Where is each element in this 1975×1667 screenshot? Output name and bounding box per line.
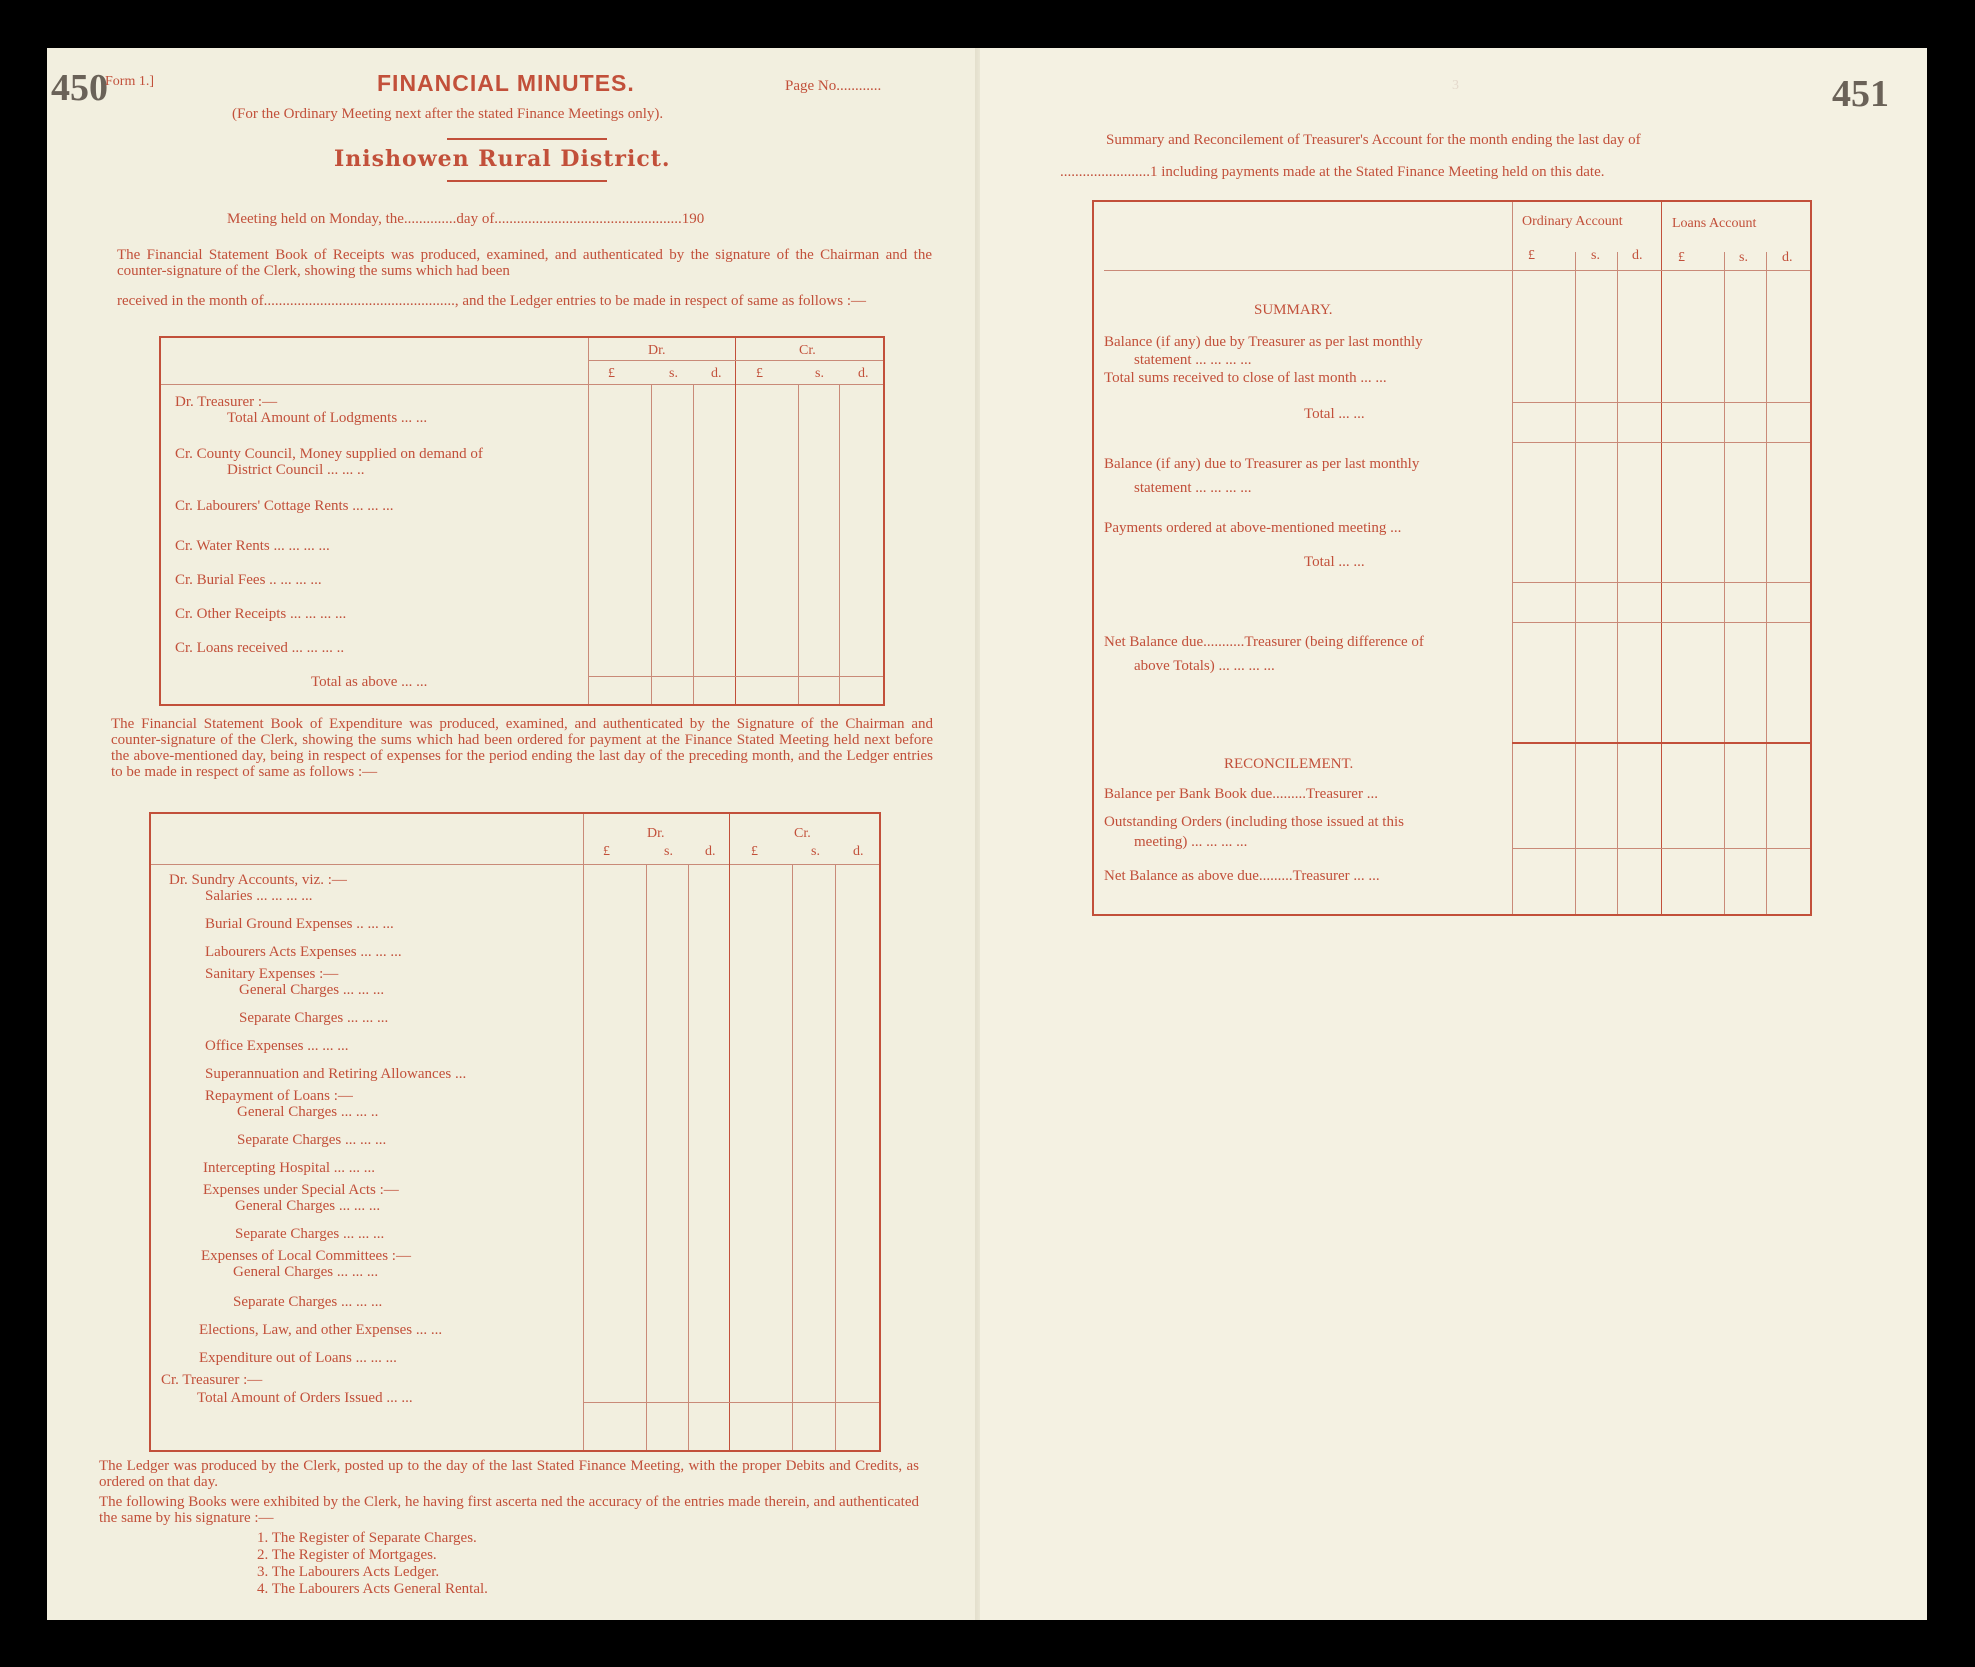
table-row: meeting) ... ... ... ...	[1134, 834, 1248, 850]
table-row: Total as above ... ...	[311, 674, 428, 690]
summary-col-pounds: £	[1528, 248, 1535, 263]
table-row: Net Balance due...........Treasurer (being difference of	[1104, 634, 1424, 650]
table-row: Total ... ...	[1304, 406, 1365, 422]
expenditure-col-pounds: £	[603, 844, 610, 859]
expenditure-dr-header: Dr.	[647, 826, 665, 841]
table-row: Separate Charges ... ... ...	[233, 1294, 383, 1310]
table-row: Cr. County Council, Money supplied on demand of	[175, 446, 483, 462]
right-page-number: 451	[1832, 73, 1889, 115]
ledger-paragraph: The Ledger was produced by the Clerk, posted up to the day of the last Stated Finance Meeting, with the proper Debits and Credits, as ordered on that day.	[99, 1458, 919, 1490]
summary-col-pence: d.	[1632, 248, 1643, 263]
table-row: Labourers Acts Expenses ... ... ...	[205, 944, 402, 960]
reconcilement-label: RECONCILEMENT.	[1224, 756, 1354, 772]
receipts-col-pence: d.	[711, 366, 722, 381]
summary-col-pence-loans: d.	[1782, 250, 1793, 265]
summary-label: SUMMARY.	[1254, 302, 1333, 318]
table-row: Elections, Law, and other Expenses ... ...	[199, 1322, 443, 1338]
expenditure-col-shillings-cr: s.	[811, 844, 820, 859]
summary-col-pounds-loans: £	[1678, 250, 1685, 265]
faint-page-mark: 3	[1452, 78, 1459, 93]
loans-account-header: Loans Account	[1672, 216, 1757, 231]
table-row: Net Balance as above due.........Treasurer ... ...	[1104, 868, 1380, 884]
receipts-paragraph: The Financial Statement Book of Receipts was produced, examined, and authenticated by the signature of the Chairman and the counter-signature of the Clerk, showing the sums which had been	[117, 247, 932, 279]
table-row: Burial Ground Expenses .. ... ...	[205, 916, 394, 932]
receipts-col-shillings: s.	[669, 366, 678, 381]
table-row: Outstanding Orders (including those issued at this	[1104, 814, 1404, 830]
page-subtitle: (For the Ordinary Meeting next after the stated Finance Meetings only).	[232, 106, 664, 122]
table-row: Sanitary Expenses :—	[205, 966, 339, 982]
table-row: statement ... ... ... ...	[1134, 480, 1252, 496]
page-title: FINANCIAL MINUTES.	[377, 70, 635, 96]
list-item: 2. The Register of Mortgages.	[257, 1547, 437, 1563]
table-row: Dr. Sundry Accounts, viz. :—	[169, 872, 347, 888]
summary-col-shillings-loans: s.	[1739, 250, 1748, 265]
table-row: Balance (if any) due by Treasurer as per last monthly	[1104, 334, 1423, 350]
table-row: Cr. Water Rents ... ... ... ...	[175, 538, 330, 554]
table-row: Separate Charges ... ... ...	[239, 1010, 389, 1026]
table-row: Repayment of Loans :—	[205, 1088, 353, 1104]
district-name: Inishowen Rural District.	[334, 146, 671, 172]
table-row: Cr. Labourers' Cottage Rents ... ... ...	[175, 498, 394, 514]
expenditure-cr-header: Cr.	[794, 826, 811, 841]
title-rule-bottom	[447, 180, 607, 182]
table-row: Balance (if any) due to Treasurer as per last monthly	[1104, 456, 1420, 472]
table-row: Cr. Other Receipts ... ... ... ...	[175, 606, 347, 622]
title-rule-top	[447, 138, 607, 140]
expenditure-col-shillings: s.	[664, 844, 673, 859]
summary-heading-2: ........................1 including payments made at the Stated Finance Meeting held on this date.	[1060, 164, 1605, 180]
table-row: Separate Charges ... ... ...	[235, 1226, 385, 1242]
table-row: General Charges ... ... ...	[235, 1198, 381, 1214]
table-row: Balance per Bank Book due.........Treasurer ...	[1104, 786, 1378, 802]
table-row: Cr. Loans received ... ... ... ..	[175, 640, 345, 656]
table-row: General Charges ... ... ...	[239, 982, 385, 998]
table-row: above Totals) ... ... ... ...	[1134, 658, 1275, 674]
page-no-label: Page No............	[785, 78, 882, 94]
expenditure-col-pence: d.	[705, 844, 716, 859]
receipts-paragraph-2: received in the month of..................................................., and the Ledger entries to be made in respect of same as follows :—	[117, 293, 866, 309]
table-row: Expenditure out of Loans ... ... ...	[199, 1350, 397, 1366]
expenditure-col-pounds-cr: £	[751, 844, 758, 859]
table-row: Total Amount of Orders Issued ... ...	[197, 1390, 413, 1406]
summary-col-shillings: s.	[1591, 248, 1600, 263]
table-row: Total Amount of Lodgments ... ...	[227, 410, 428, 426]
form-label: Form 1.]	[105, 74, 154, 89]
summary-heading: Summary and Reconcilement of Treasurer's Account for the month ending the last day of	[1106, 132, 1641, 148]
list-item: 3. The Labourers Acts Ledger.	[257, 1564, 440, 1580]
table-row: Expenses under Special Acts :—	[203, 1182, 399, 1198]
table-row: Expenses of Local Committees :—	[201, 1248, 411, 1264]
receipts-col-shillings-cr: s.	[815, 366, 824, 381]
receipts-cr-header: Cr.	[799, 343, 816, 358]
list-item: 4. The Labourers Acts General Rental.	[257, 1581, 488, 1597]
receipts-col-pence-cr: d.	[858, 366, 869, 381]
left-page-number: 450	[51, 67, 108, 109]
receipts-dr-header: Dr.	[648, 343, 666, 358]
table-row: Total ... ...	[1304, 554, 1365, 570]
books-paragraph: The following Books were exhibited by the Clerk, he having first ascerta ned the accuracy of the entries made therein, and authenticated the same by his signature :—	[99, 1494, 919, 1526]
table-row: Cr. Treasurer :—	[161, 1372, 263, 1388]
list-item: 1. The Register of Separate Charges.	[257, 1530, 477, 1546]
table-row: Separate Charges ... ... ...	[237, 1132, 387, 1148]
table-row: Cr. Burial Fees .. ... ... ...	[175, 572, 322, 588]
table-row: General Charges ... ... ..	[237, 1104, 379, 1120]
table-row: District Council ... ... ..	[227, 462, 365, 478]
left-page	[47, 48, 980, 1620]
table-row: Salaries ... ... ... ...	[205, 888, 313, 904]
ordinary-account-header: Ordinary Account	[1522, 214, 1623, 229]
expenditure-paragraph: The Financial Statement Book of Expenditure was produced, examined, and authenticated by the Signature of the Chairman and counter-signature of the Clerk, showing the sums which had been ordered for payment at the Finance Stated Meeting held next before the above-mentioned day, being in respect of expenses for the period ending the last day of the preceding month, and the Ledger entries to be made in respect of same as follows :—	[111, 716, 933, 780]
table-row: General Charges ... ... ...	[233, 1264, 379, 1280]
receipts-col-pounds: £	[608, 366, 615, 381]
table-row: statement ... ... ... ...	[1134, 352, 1252, 368]
summary-table	[1092, 200, 1812, 916]
right-page	[980, 48, 1927, 1620]
meeting-line: Meeting held on Monday, the..............day of..................................................190	[227, 211, 705, 227]
table-row: Total sums received to close of last month ... ...	[1104, 370, 1387, 386]
receipts-table	[159, 336, 885, 706]
table-row: Intercepting Hospital ... ... ...	[203, 1160, 376, 1176]
expenditure-col-pence-cr: d.	[853, 844, 864, 859]
table-row: Superannuation and Retiring Allowances ...	[205, 1066, 467, 1082]
table-row: Office Expenses ... ... ...	[205, 1038, 349, 1054]
table-row: Dr. Treasurer :—	[175, 394, 278, 410]
expenditure-table	[149, 812, 881, 1452]
table-row: Payments ordered at above-mentioned meeting ...	[1104, 520, 1402, 536]
receipts-col-pounds-cr: £	[756, 366, 763, 381]
